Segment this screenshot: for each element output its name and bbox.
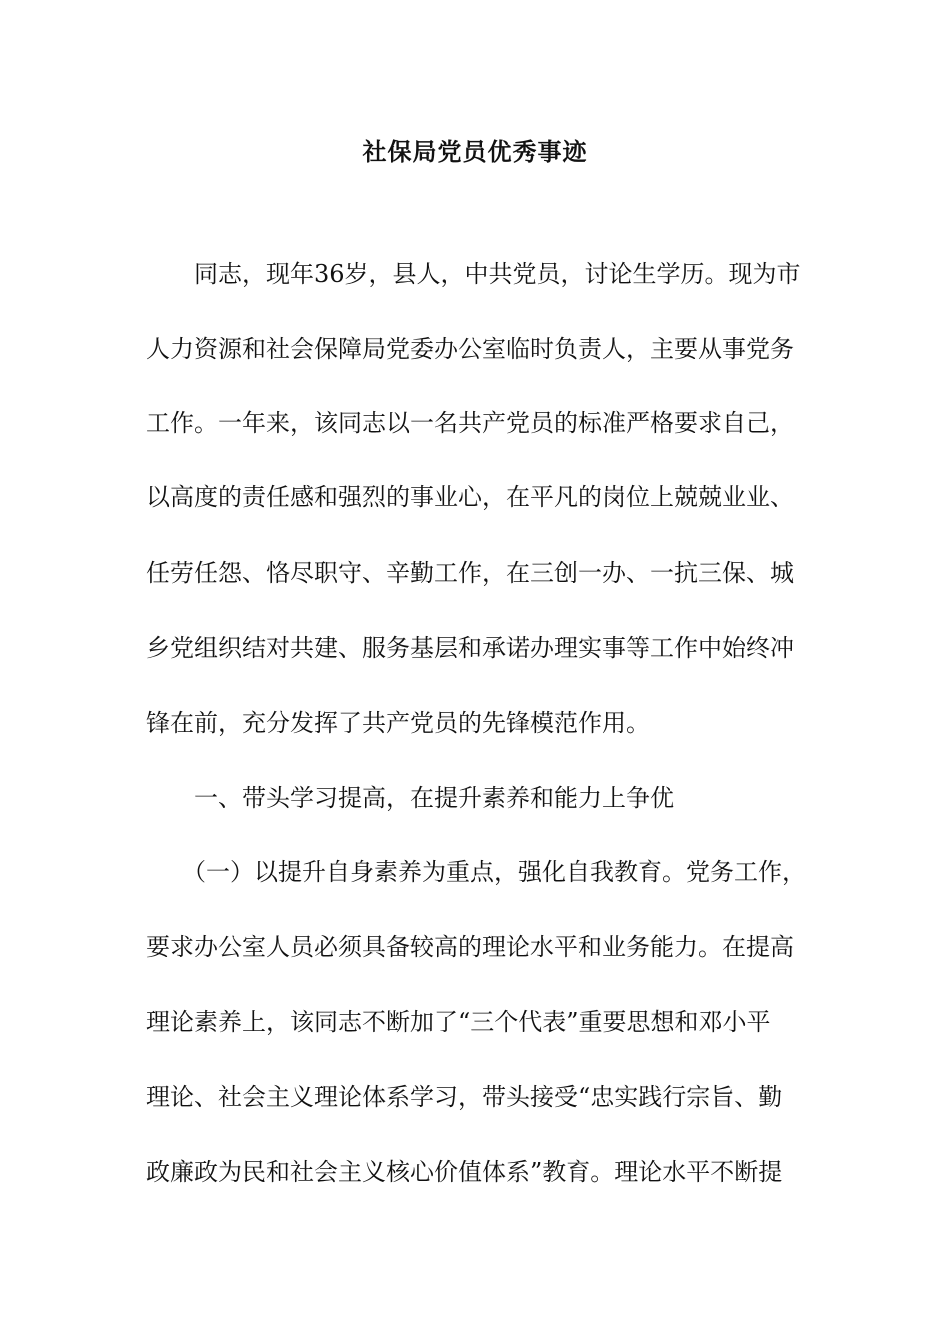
paragraph-line: 工作。一年来，该同志以一名共产党员的标准严格要求自己， <box>146 409 794 437</box>
paragraph-line: 理论、社会主义理论体系学习，带头接受“忠实践行宗旨、勤 <box>146 1083 783 1111</box>
paragraph-line: 乡党组织结对共建、服务基层和承诺办理实事等工作中始终冲 <box>146 634 794 662</box>
section-heading: 一、带头学习提高，在提升素养和能力上争优 <box>194 784 674 812</box>
paragraph-line: 锋在前，充分发挥了共产党员的先锋模范作用。 <box>146 709 650 737</box>
paragraph-line: 政廉政为民和社会主义核心价值体系”教育。理论水平不断提 <box>146 1158 783 1186</box>
subsection-line: （一）以提升自身素养为重点，强化自我教育。党务工作， <box>182 858 806 886</box>
paragraph-line: 人力资源和社会保障局党委办公室临时负责人，主要从事党务 <box>146 335 794 363</box>
paragraph-line: 以高度的责任感和强烈的事业心，在平凡的岗位上兢兢业业、 <box>146 483 794 511</box>
paragraph-line: 任劳任怨、恪尽职守、辛勤工作，在三创一办、一抗三保、城 <box>146 559 794 587</box>
document-title: 社保局党员优秀事迹 <box>362 137 588 166</box>
paragraph-line: 理论素养上，该同志不断加了“三个代表”重要思想和邓小平 <box>146 1008 771 1036</box>
paragraph-line: 同志，现年36岁，县人，中共党员，讨论生学历。现为市 <box>194 260 801 288</box>
paragraph-line: 要求办公室人员必须具备较高的理论水平和业务能力。在提高 <box>146 933 794 961</box>
